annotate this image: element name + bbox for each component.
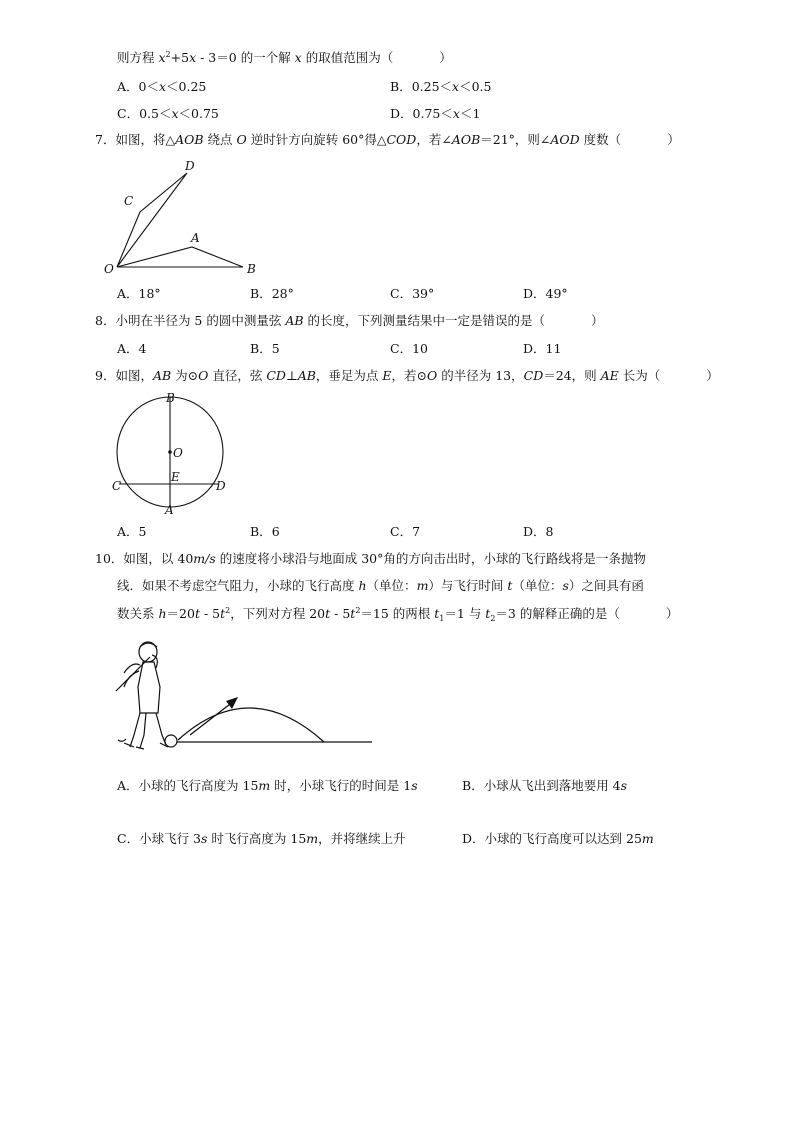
q10-option-c[interactable]: C．小球飞行 3s 时飞行高度为 15m，并将继续上升 — [117, 831, 406, 846]
q7-option-a[interactable]: A．18° — [117, 286, 161, 301]
q6-option-c[interactable]: C．0.5＜x＜0.75 — [117, 106, 219, 121]
label-o: O — [104, 262, 114, 276]
q8-option-a[interactable]: A．4 — [117, 341, 147, 356]
label-b: B — [247, 262, 256, 276]
label-c: C — [112, 479, 122, 493]
q6-option-b[interactable]: B．0.25＜x＜0.5 — [390, 79, 492, 94]
q7-rotation-figure — [104, 155, 270, 280]
q7-option-d[interactable]: D．49° — [523, 286, 568, 301]
q10-option-a[interactable]: A．小球的飞行高度为 15m 时，小球飞行的时间是 1s — [117, 778, 418, 793]
label-c: C — [124, 194, 134, 208]
label-b: B — [166, 391, 175, 405]
q10-stem-line3: 数关系 $h=20t - 5t^2$，下列对方程 $20t - 5t^2=15$ 的两根 $t_1=1$ 与 $t_2=3$ 的解释正确的是（ ） — [117, 606, 679, 623]
q9-stem: 9．如图，AB 为⊙O 直径，弦 CD⊥AB，垂足为点 E，若⊙O 的半径为 13，CD＝24，则 AE 长为（ ） — [95, 368, 719, 383]
q10-option-b[interactable]: B．小球从飞出到落地要用 4s — [462, 778, 628, 793]
q9-option-a[interactable]: A．5 — [117, 524, 147, 539]
q9-option-b[interactable]: B．6 — [250, 524, 280, 539]
q10-option-d[interactable]: D．小球的飞行高度可以达到 25m — [462, 831, 654, 846]
arrow-head-icon — [226, 697, 238, 709]
label-o: O — [173, 446, 183, 460]
q6-option-a[interactable]: A．0＜x＜0.25 — [117, 79, 207, 94]
label-a: A — [165, 503, 174, 517]
label-a: A — [191, 231, 200, 245]
trajectory-arc — [178, 708, 324, 742]
center-point — [168, 450, 172, 454]
q7-stem: 7．如图，将△AOB 绕点 O 逆时针方向旋转 60°得△COD，若∠AOB＝21°，则∠AOD 度数（ ） — [95, 132, 680, 147]
q9-option-c[interactable]: C．7 — [390, 524, 421, 539]
q8-stem: 8．小明在半径为 5 的圆中测量弦 AB 的长度，下列测量结果中一定是错误的是（ ） — [95, 313, 604, 328]
q6-stem: 则方程 $x^2+5x - 3=0$ 的一个解 x 的取值范围为（ ） — [117, 50, 452, 65]
q6-option-d[interactable]: D．0.75＜x＜1 — [390, 106, 481, 121]
q8-option-d[interactable]: D．11 — [523, 341, 562, 356]
q8-option-b[interactable]: B．5 — [250, 341, 280, 356]
triangle-cod — [117, 173, 187, 267]
ball-icon — [165, 735, 177, 747]
q9-circle-figure — [110, 390, 240, 520]
label-e: E — [171, 470, 180, 484]
launch-arrow-line — [190, 701, 234, 735]
q8-option-c[interactable]: C．10 — [390, 341, 428, 356]
q10-golfer-figure — [110, 635, 380, 770]
label-d: D — [185, 159, 195, 173]
triangle-aob — [117, 247, 243, 267]
q7-option-c[interactable]: C．39° — [390, 286, 435, 301]
label-d: D — [216, 479, 226, 493]
golfer-icon — [116, 642, 168, 749]
q10-stem-line1: 10．如图，以 40m/s 的速度将小球沿与地面成 30°角的方向击出时，小球的飞行路线将是一条抛物 — [95, 551, 646, 566]
q7-option-b[interactable]: B．28° — [250, 286, 294, 301]
q9-option-d[interactable]: D．8 — [523, 524, 554, 539]
q10-stem-line2: 线．如果不考虑空气阻力，小球的飞行高度 h（单位：m）与飞行时间 t（单位：s）之间具有函 — [117, 578, 644, 593]
